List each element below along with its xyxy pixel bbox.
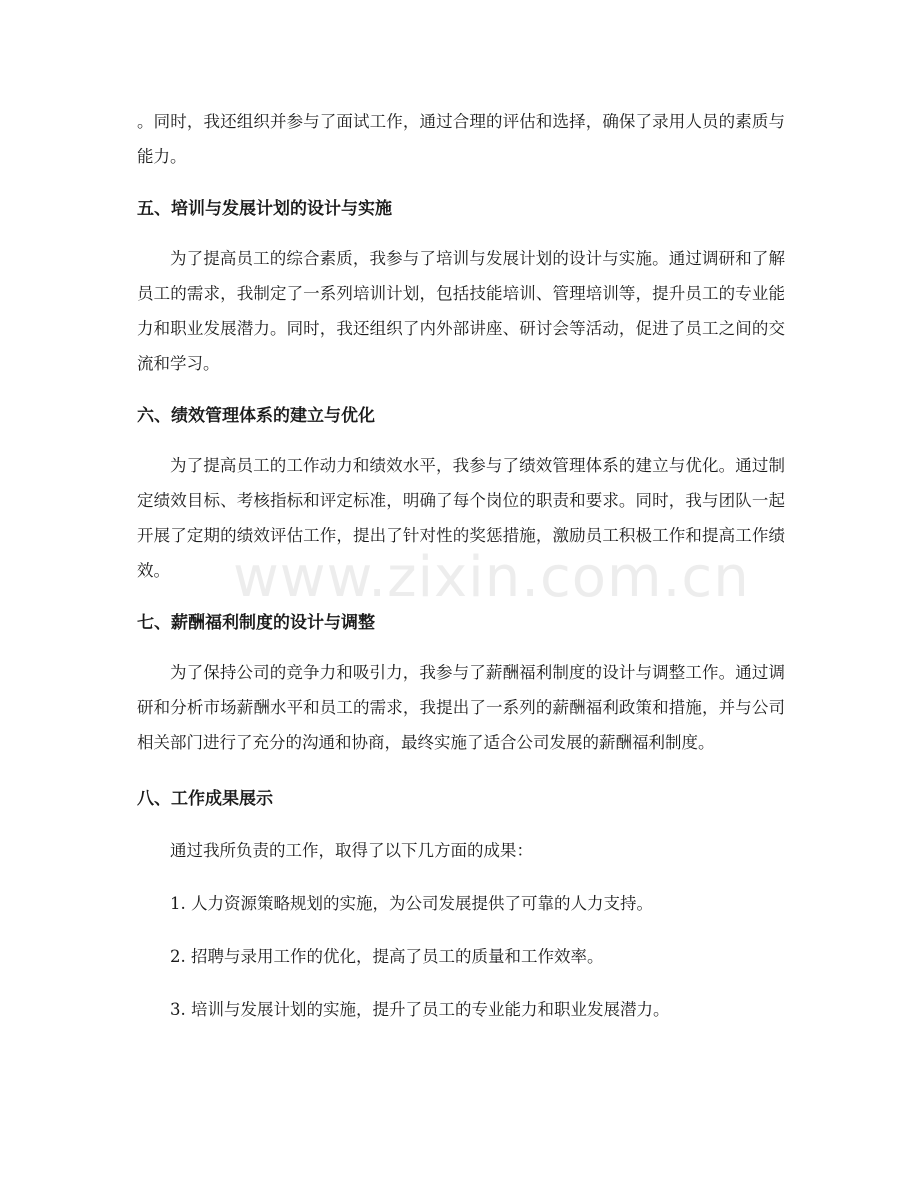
- results-intro: 通过我所负责的工作，取得了以下几方面的成果：: [170, 841, 533, 860]
- results-item-2: 2. 招聘与录用工作的优化，提高了员工的质量和工作效率。: [170, 947, 604, 966]
- section-heading-compensation: 七、薪酬福利制度的设计与调整: [137, 613, 375, 633]
- section-paragraph-performance: 为了提高员工的工作动力和绩效水平，我参与了绩效管理体系的建立与优化。通过制定绩效目标、考核指标和评定标准，明确了每个岗位的职责和要求。同时，我与团队一起开展了定期的绩效评估工作，提出了针对性的奖惩措施，激励员工积极工作和提高工作绩效。: [137, 456, 785, 580]
- results-item-3: 3. 培训与发展计划的实施，提升了员工的专业能力和职业发展潜力。: [170, 1000, 670, 1019]
- document-body: [137, 104, 785, 1027]
- watermark-text: www.zixin.com.cn: [233, 545, 750, 610]
- intro-paragraph: 。同时，我还组织并参与了面试工作，通过合理的评估和选择，确保了录用人员的素质与能力。: [137, 112, 785, 166]
- section-paragraph-compensation: 为了保持公司的竞争力和吸引力，我参与了薪酬福利制度的设计与调整工作。通过调研和分析市场薪酬水平和员工的需求，我提出了一系列的薪酬福利政策和措施，并与公司相关部门进行了充分的沟通和协商，最终实施了适合公司发展的薪酬福利制度。: [137, 663, 785, 752]
- results-item-1: 1. 人力资源策略规划的实施，为公司发展提供了可靠的人力支持。: [170, 894, 653, 913]
- section-paragraph-training: 为了提高员工的综合素质，我参与了培训与发展计划的设计与实施。通过调研和了解员工的需求，我制定了一系列培训计划，包括技能培训、管理培训等，提升员工的专业能力和职业发展潜力。同时，我还组织了内外部讲座、研讨会等活动，促进了员工之间的交流和学习。: [137, 249, 785, 373]
- section-heading-performance: 六、绩效管理体系的建立与优化: [137, 406, 375, 426]
- section-heading-training: 五、培训与发展计划的设计与实施: [137, 199, 392, 219]
- section-heading-results: 八、工作成果展示: [137, 789, 273, 809]
